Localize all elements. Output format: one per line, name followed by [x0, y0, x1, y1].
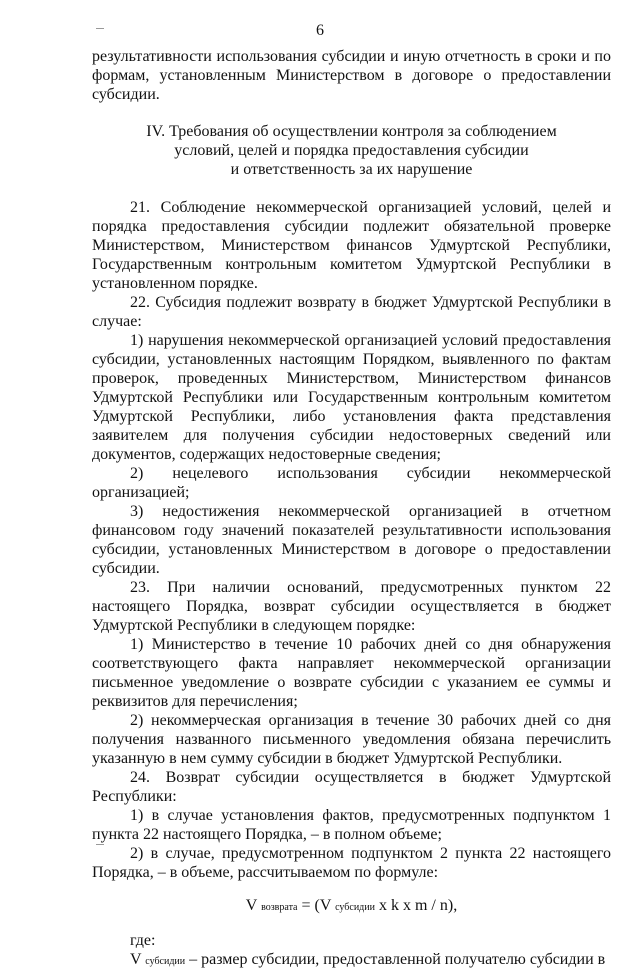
- paragraph-23: 23. При наличии оснований, предусмотренных пунктом 22 настоящего Порядка, возврат субсидии осуществляется в бюджет Удмуртской Республики в следующем порядке:: [92, 579, 611, 634]
- paragraph-22-item-3: 3) недостижения некоммерческой организацией в отчетном финансовом году значений показателей результативности использования субсидии, установленных Министерством в договоре о предоставлении субсидии.: [92, 503, 611, 577]
- paragraph-23-item-1: 1) Министерство в течение 10 рабочих дней со дня обнаружения соответствующего факта направляет некоммерческой организации письменное уведомление о возврате субсидии с указанием ее суммы и реквизитов для перечисления;: [92, 636, 611, 710]
- formula-sub-subsidy: субсидии: [335, 902, 375, 913]
- section-heading-line: условий, целей и порядка предоставления субсидии: [174, 142, 529, 159]
- paragraph-22: 22. Субсидия подлежит возврату в бюджет Удмуртской Республики в случае:: [92, 294, 611, 330]
- formula-sub-return: возврата: [261, 902, 298, 913]
- paragraph-21: 21. Соблюдение некоммерческой организацией условий, целей и порядка предоставления субсидии подлежит обязательной проверке Министерством, Министерством финансов Удмуртской Республики, Государственным контрольным комитетом Удмуртской Республики в установленном порядке.: [92, 199, 611, 292]
- paragraph-23-item-2: 2) некоммерческая организация в течение 30 рабочих дней со дня получения названного письменного уведомления обязана перечислить указанную в нем сумму субсидии в бюджет Удмуртской Республики.: [92, 712, 611, 767]
- where-label: где:: [130, 932, 156, 949]
- section-heading-line: и ответственность за их нарушение: [230, 161, 473, 178]
- paragraph-24-item-1: 1) в случае установления фактов, предусмотренных подпунктом 1 пункта 22 настоящего Порядка, – в полном объеме;: [92, 807, 611, 843]
- formula-equals: = (V: [297, 897, 332, 914]
- definition-v: V: [130, 951, 142, 968]
- paragraph-24: 24. Возврат субсидии осуществляется в бюджет Удмуртской Республики:: [92, 769, 611, 805]
- section-heading-line: IV. Требования об осуществлении контроля за соблюдением: [146, 123, 557, 140]
- page-number: 6: [316, 22, 324, 39]
- definition-text: – размер субсидии, предоставленной получателю субсидии в: [185, 951, 606, 968]
- paragraph-22-item-1: 1) нарушения некоммерческой организацией условий предоставления субсидии, установленных настоящим Порядком, выявленного по фактам проверок, проведенных Министерством, Министерством финансов Удмуртской Республики или Государственным контрольным комитетом Удмуртской Республики, либо установления факта представления заявителем для получения субсидии недостоверных сведений или документов, содержащих недостоверные сведения;: [92, 332, 611, 463]
- continuation-paragraph: результативности использования субсидии и иную отчетность в сроки и по формам, установленным Министерством в договоре о предоставлении субсидии.: [92, 48, 611, 103]
- paragraph-24-item-2: 2) в случае, предусмотренном подпунктом 2 пункта 22 настоящего Порядка, – в объеме, рассчитываемом по формуле:: [92, 845, 611, 881]
- definition-sub: субсидии: [145, 956, 186, 967]
- corner-mark: [96, 28, 104, 29]
- paragraph-22-item-2: 2) нецелевого использования субсидии некоммерческой организацией;: [92, 465, 611, 501]
- definition-line: [92, 950, 611, 971]
- section-heading: [92, 122, 611, 179]
- formula: [92, 896, 611, 917]
- formula-rest: x k x m / n),: [374, 897, 458, 914]
- document-body: [92, 47, 611, 971]
- formula-v: V: [245, 897, 258, 914]
